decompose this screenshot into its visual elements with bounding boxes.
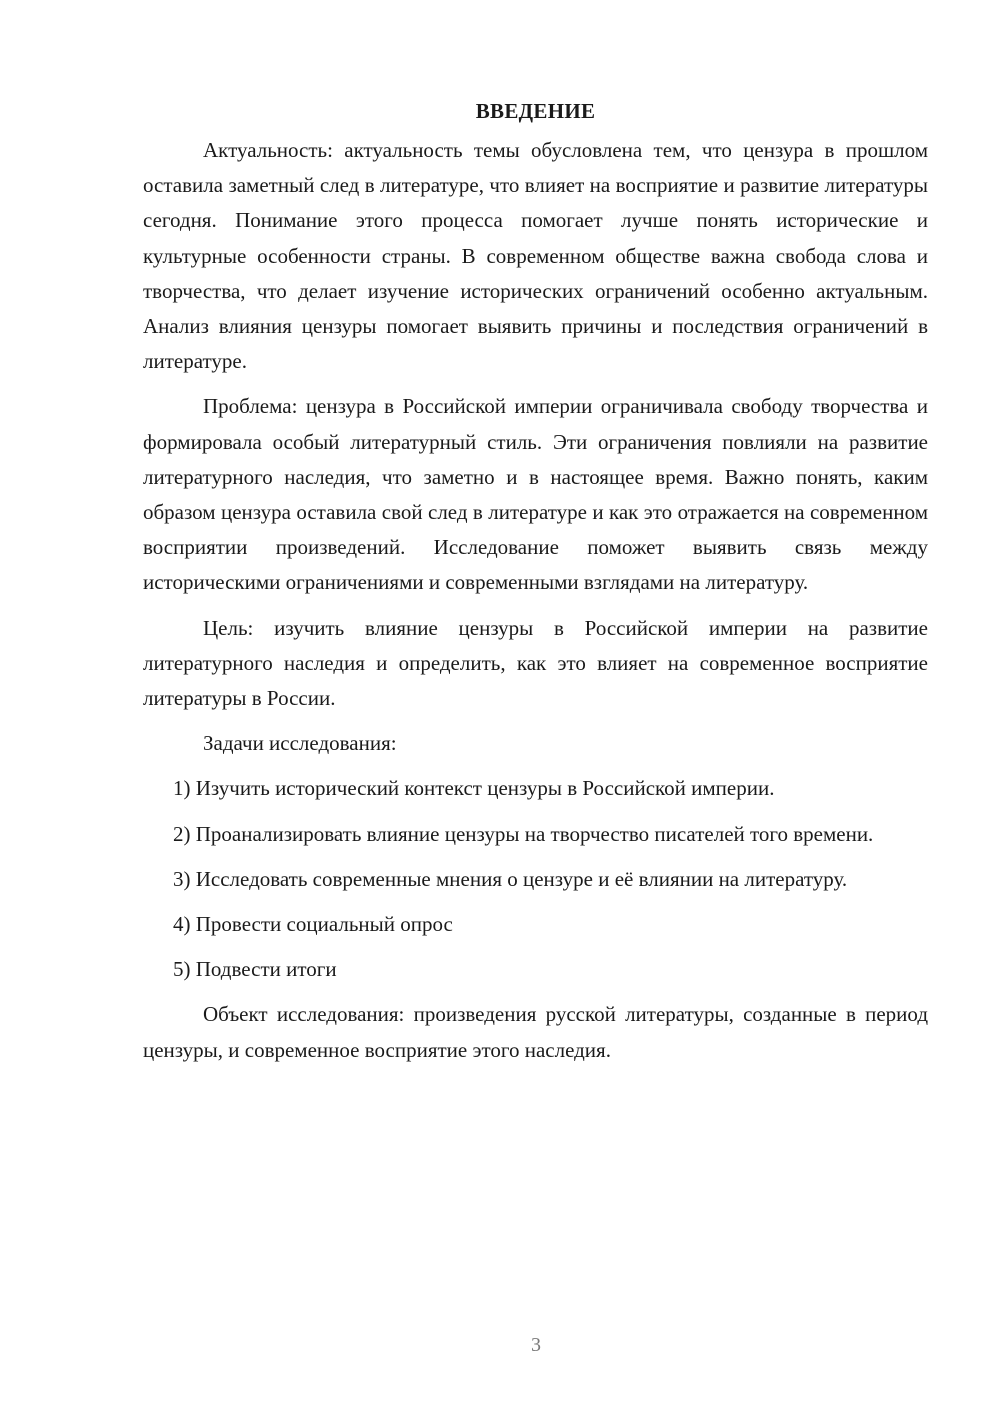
object-paragraph: Объект исследования: произведения русской литературы, созданные в период цензуры, и современное восприятие этого наследия.: [143, 1002, 928, 1062]
task-item: 3) Исследовать современные мнения о цензуре и её влиянии на литературу.: [173, 866, 848, 891]
task-item: 5) Подвести итоги: [173, 957, 337, 982]
task-item: 4) Провести социальный опрос: [173, 912, 453, 937]
tasks-heading: Задачи исследования:: [203, 731, 397, 756]
document-body: [143, 94, 928, 1078]
task-item: 1) Изучить исторический контекст цензуры в Российской империи.: [173, 776, 775, 801]
page-number: 3: [531, 1334, 541, 1356]
problem-paragraph: Проблема: цензура в Российской империи ограничивала свободу творчества и формировала особый литературный стиль. Эти ограничения повлияли на развитие литературного наследия, что заметно и в настоящее время. Важно понять, каким образом цензура оставила свой след в литературе и как это отражается на современном восприятии произведений. Исследование поможет выявить связь между историческими ограничениями и современными взглядами на литературу.: [143, 394, 928, 595]
section-title: ВВЕДЕНИЕ: [475, 99, 596, 123]
goal-paragraph: Цель: изучить влияние цензуры в Российской империи на развитие литературного наследия и определить, как это влияет на современное восприятие литературы в России.: [143, 615, 928, 711]
task-item: 2) Проанализировать влияние цензуры на творчество писателей того времени.: [173, 821, 874, 846]
relevance-paragraph: Актуальность: актуальность темы обусловлена тем, что цензура в прошлом оставила заметный след в литературе, что влияет на восприятие и развитие литературы сегодня. Понимание этого процесса помогает лучше понять исторические и культурные особенности страны. В современном обществе важна свобода слова и творчества, что делает изучение исторических ограничений особенно актуальным. Анализ влияния цензуры помогает выявить причины и последствия ограничений в литературе.: [143, 138, 928, 374]
